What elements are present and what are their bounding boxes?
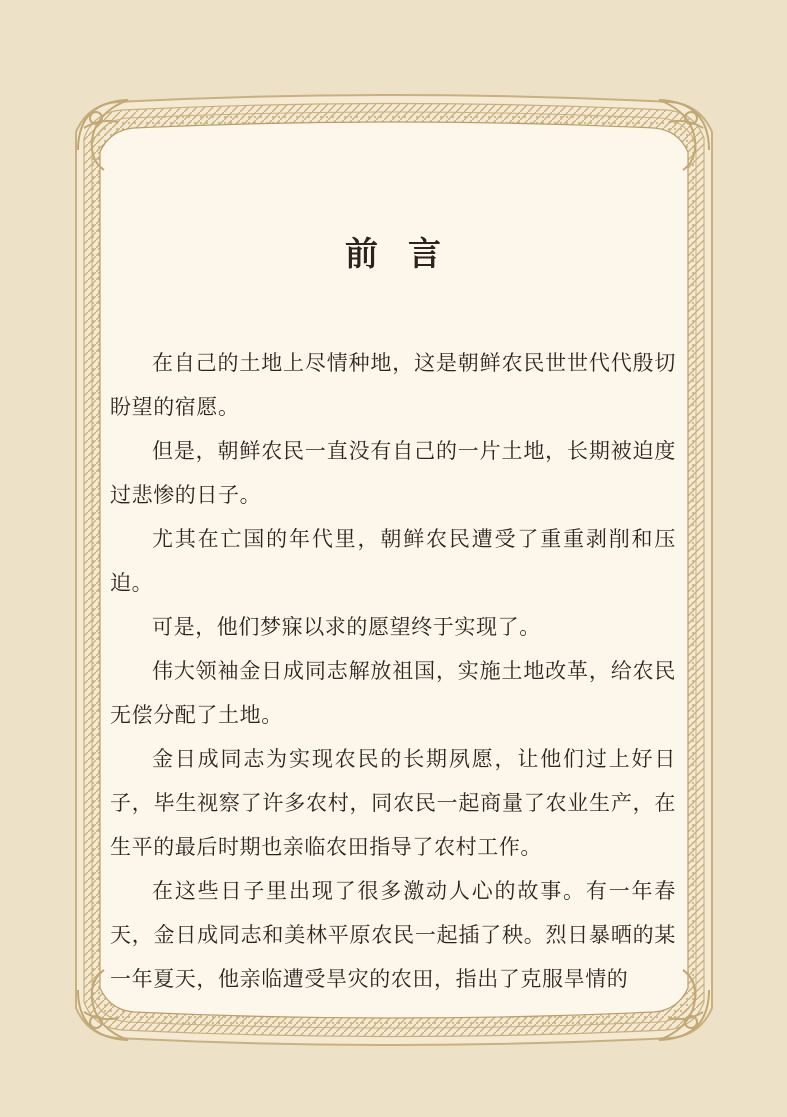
page-title: 前言 [345, 234, 471, 274]
paragraph: 但是，朝鲜农民一直没有自己的一片土地，长期被迫度过悲惨的日子。 [110, 439, 676, 507]
preface-body [110, 341, 676, 1001]
paragraph: 伟大领袖金日成同志解放祖国，实施土地改革，给农民无偿分配了土地。 [110, 659, 676, 727]
paragraph: 尤其在亡国的年代里，朝鲜农民遭受了重重剥削和压迫。 [110, 527, 676, 595]
paragraph: 金日成同志为实现农民的长期夙愿，让他们过上好日子，毕生视察了许多农村，同农民一起商量了农业生产，在生平的最后时期也亲临农田指导了农村工作。 [110, 747, 676, 859]
paragraph: 在自己的土地上尽情种地，这是朝鲜农民世世代代殷切盼望的宿愿。 [110, 351, 676, 419]
paragraph: 在这些日子里出现了很多激动人心的故事。有一年春天，金日成同志和美林平原农民一起插了秧。烈日暴晒的某一年夏天，他亲临遭受旱灾的农田，指出了克服旱情的 [110, 879, 676, 991]
paragraph: 可是，他们梦寐以求的愿望终于实现了。 [152, 615, 541, 639]
